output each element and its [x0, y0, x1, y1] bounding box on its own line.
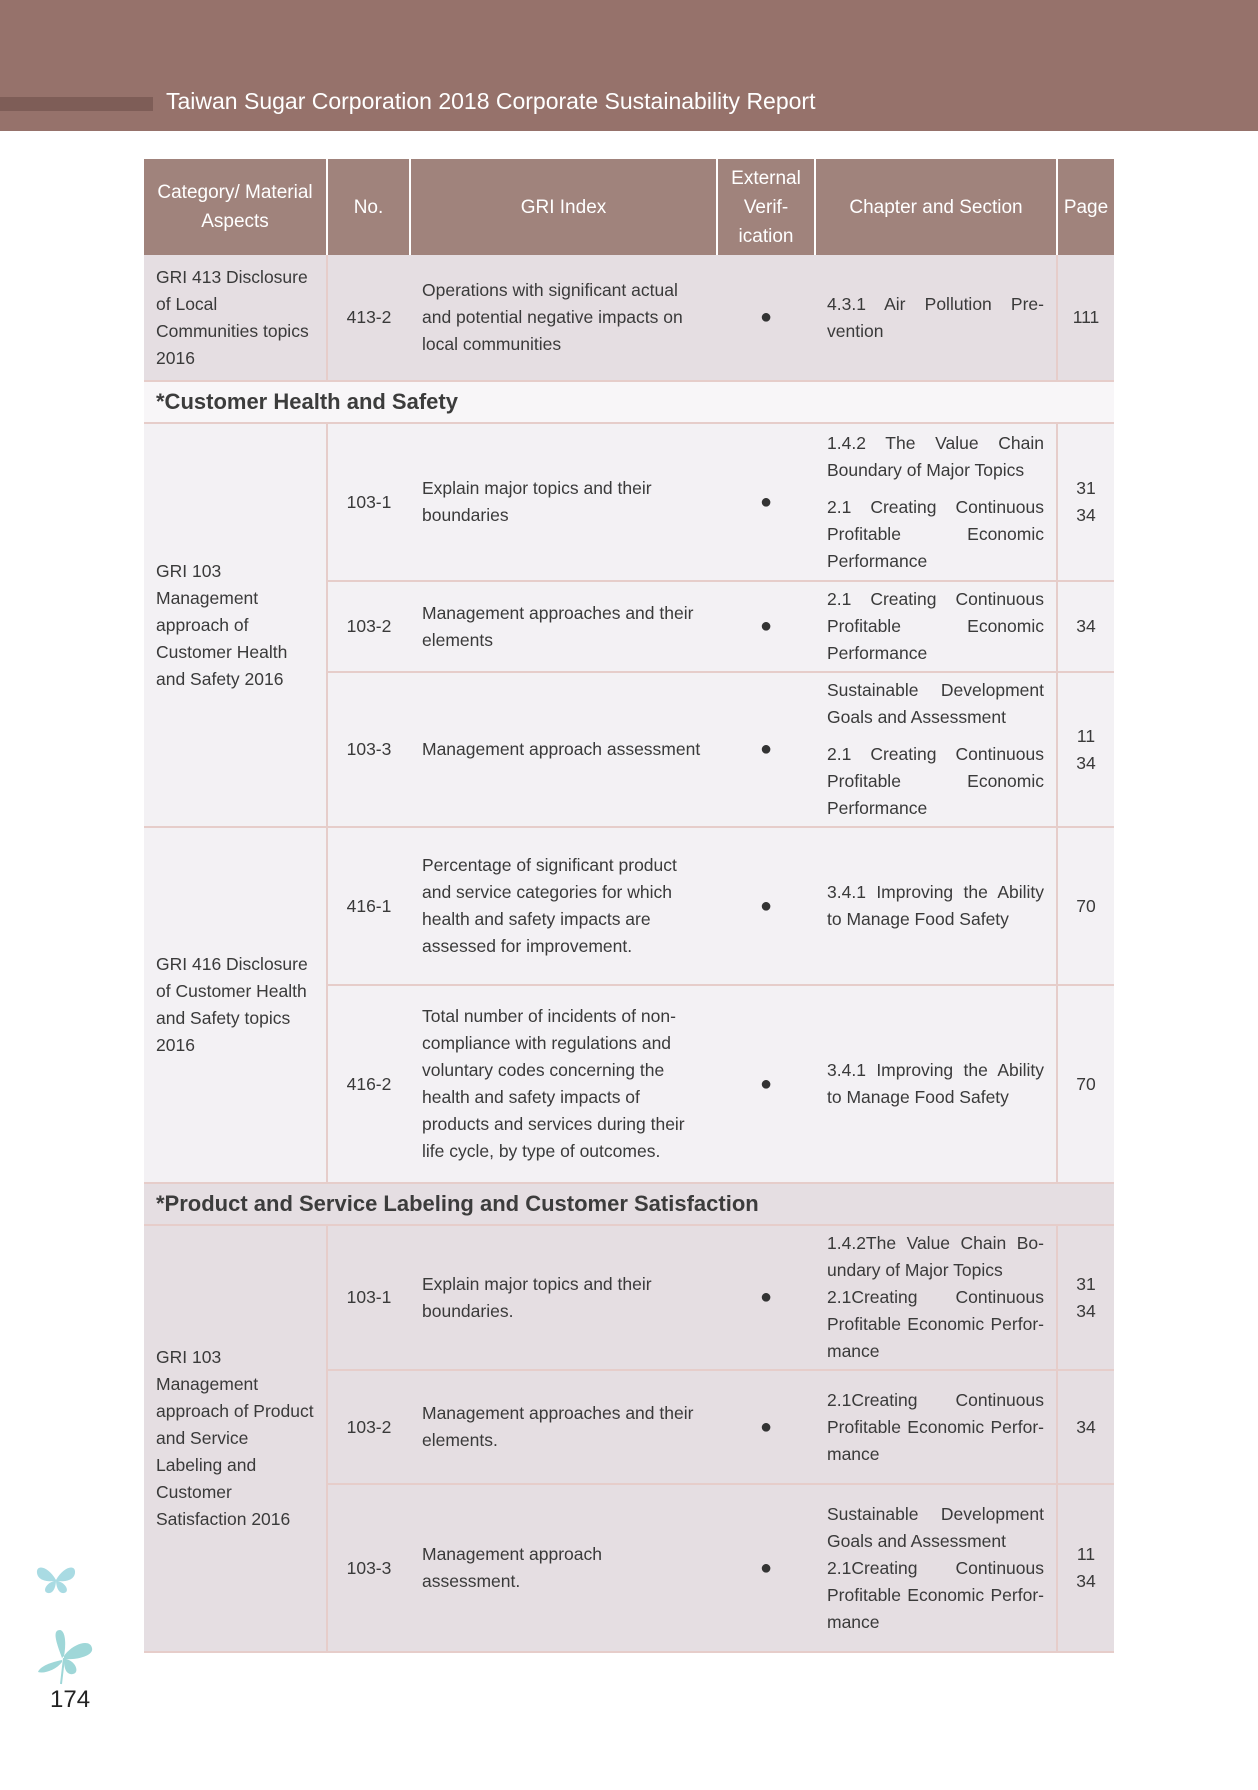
chapter-section: 2.1 Creating Continuous Profitable Economic Performance: [815, 581, 1057, 672]
col-header-no: No.: [327, 159, 410, 255]
section-title: *Customer Health and Safety: [144, 381, 1114, 423]
page-reference: [1057, 423, 1114, 581]
table-row: [144, 255, 1114, 381]
page-reference: 34: [1057, 1370, 1114, 1484]
chapter-section: [815, 1484, 1057, 1652]
verification-mark: ●: [717, 827, 815, 985]
disclosure-number: 103-3: [327, 672, 410, 827]
col-header-external-verification: External Verif- ication: [717, 159, 815, 255]
chapter-line: 2.1 Creating Continuous Profitable Economic Performance: [827, 496, 1044, 571]
category-cell: GRI 103 Management approach of Customer Health and Safety 2016: [144, 423, 327, 827]
page-reference: 70: [1057, 985, 1114, 1183]
page-reference: [1057, 672, 1114, 827]
chapter-section: [815, 672, 1057, 827]
butterfly-large-icon: [34, 1628, 96, 1686]
gri-index-text: Explain major topics and their boundaries.: [410, 1225, 717, 1370]
disclosure-number: 416-2: [327, 985, 410, 1183]
page-line: 34: [1076, 1300, 1096, 1321]
gri-index-text: Management approaches and their elements: [410, 581, 717, 672]
verification-mark: ●: [717, 423, 815, 581]
verification-mark: ●: [717, 985, 815, 1183]
verification-mark: ●: [717, 1225, 815, 1370]
chapter-section: 3.4.1 Improving the Ability to Manage Food Safety: [815, 985, 1057, 1183]
page-line: 11: [1076, 725, 1096, 746]
verification-mark: ●: [717, 255, 815, 381]
col-header-gri-index: GRI Index: [410, 159, 717, 255]
category-cell: GRI 416 Disclosure of Customer Health and Safety topics 2016: [144, 827, 327, 1183]
chapter-line: 1.4.2The Value Chain Bo- undary of Major Topics: [827, 1233, 1044, 1280]
col-header-page: Page: [1057, 159, 1114, 255]
chapter-line: 2.1Creating Continuous Profitable Economic Perfor- mance: [827, 1557, 1044, 1632]
page-reference: 111: [1057, 255, 1114, 381]
gri-index-text: Operations with significant actual and potential negative impacts on local communities: [410, 255, 717, 381]
chapter-line: 2.1 Creating Continuous Profitable Economic Performance: [827, 744, 1044, 818]
verification-mark: ●: [717, 1484, 815, 1652]
disclosure-number: 416-1: [327, 827, 410, 985]
table-row: [144, 827, 1114, 985]
page-line: 34: [1076, 1571, 1096, 1591]
chapter-section: [815, 1225, 1057, 1370]
chapter-section: 3.4.1 Improving the Ability to Manage Food Safety: [815, 827, 1057, 985]
verification-mark: ●: [717, 672, 815, 827]
gri-index-table: [144, 159, 1114, 1653]
verification-mark: ●: [717, 1370, 815, 1484]
disclosure-number: 103-2: [327, 1370, 410, 1484]
chapter-section: 2.1Creating Continuous Profitable Economic Perfor- mance: [815, 1370, 1057, 1484]
disclosure-number: 413-2: [327, 255, 410, 381]
page-reference: 70: [1057, 827, 1114, 985]
gri-index-text: Management approach assessment.: [410, 1484, 717, 1652]
gri-index-text: Management approaches and their elements.: [410, 1370, 717, 1484]
disclosure-number: 103-3: [327, 1484, 410, 1652]
gri-index-text: Management approach assessment: [410, 672, 717, 827]
page-line: 34: [1076, 505, 1096, 525]
chapter-line: 2.1Creating Continuous Profitable Economic Perfor- mance: [827, 1287, 1044, 1361]
page-line: 34: [1076, 752, 1096, 773]
table-header-row: [144, 159, 1114, 255]
section-title-row: [144, 1183, 1114, 1225]
disclosure-number: 103-1: [327, 1225, 410, 1370]
gri-index-text: Total number of incidents of non-compliance with regulations and voluntary codes concerning the health and safety impacts of products and services during their life cycle, by type of outcomes.: [410, 985, 717, 1183]
table-row: [144, 1225, 1114, 1370]
category-cell: GRI 413 Disclosure of Local Communities topics 2016: [144, 255, 327, 381]
col-header-chapter: Chapter and Section: [815, 159, 1057, 255]
chapter-line: Sustainable Development Goals and Assessment: [827, 1503, 1044, 1551]
butterfly-small-icon: [34, 1562, 78, 1598]
section-title-row: [144, 381, 1114, 423]
gri-index-text: Explain major topics and their boundaries: [410, 423, 717, 581]
page-line: 11: [1076, 1544, 1096, 1564]
col-header-category: Category/ Material Aspects: [144, 159, 327, 255]
chapter-section: 4.3.1 Air Pollution Pre- vention: [815, 255, 1057, 381]
header-accent-bar: [0, 97, 153, 111]
verification-mark: ●: [717, 581, 815, 672]
page-line: 31: [1076, 1273, 1096, 1294]
page-line: 31: [1076, 478, 1096, 498]
page-reference: [1057, 1484, 1114, 1652]
report-title: Taiwan Sugar Corporation 2018 Corporate Sustainability Report: [166, 88, 816, 114]
chapter-section: [815, 423, 1057, 581]
disclosure-number: 103-1: [327, 423, 410, 581]
gri-index-text: Percentage of significant product and service categories for which health and safety impacts are assessed for improvement.: [410, 827, 717, 985]
page-reference: 34: [1057, 581, 1114, 672]
disclosure-number: 103-2: [327, 581, 410, 672]
page-reference: [1057, 1225, 1114, 1370]
table-row: [144, 423, 1114, 581]
section-title: *Product and Service Labeling and Customer Satisfaction: [144, 1183, 1114, 1225]
page-number: 174: [50, 1686, 91, 1713]
chapter-line: 1.4.2 The Value Chain Boundary of Major Topics: [827, 432, 1044, 480]
category-cell: GRI 103 Management approach of Product and Service Labeling and Customer Satisfaction 2016: [144, 1225, 327, 1652]
chapter-line: Sustainable Development Goals and Assessment: [827, 680, 1044, 727]
